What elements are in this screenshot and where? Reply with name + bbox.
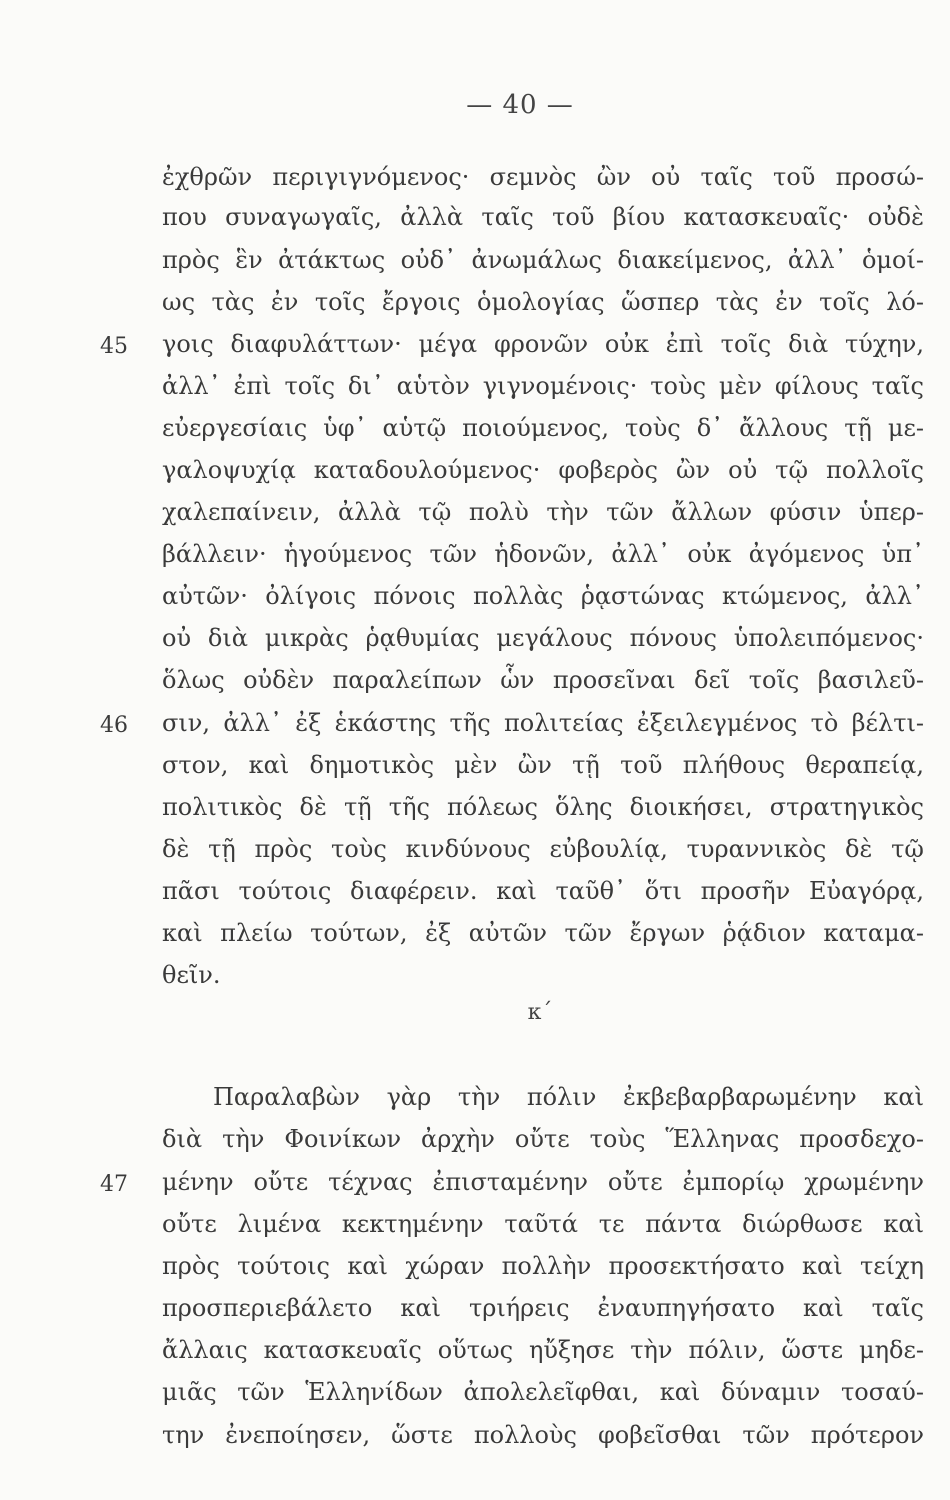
text-line: χαλεπαίνειν, ἀλλὰ τῷ πολὺ τὴν τῶν ἄλλων φύσιν ὑπερ- — [162, 498, 924, 526]
text-line: θεῖν. — [162, 961, 221, 989]
text-line: γαλοψυχίᾳ καταδουλούμενος· φοβερὸς ὢν οὐ τῷ πολλοῖς — [162, 456, 924, 484]
text-line: πᾶσι τούτοις διαφέρειν. καὶ ταῦθ᾽ ὅτι προσῆν Εὐαγόρᾳ, — [162, 877, 924, 905]
text-line: που συναγωγαῖς, ἀλλὰ ταῖς τοῦ βίου κατασκευαῖς· οὐδὲ — [162, 203, 924, 231]
text-line: ἀλλ᾽ ἐπὶ τοῖς δι᾽ αὑτὸν γιγνομένοις· τοὺς μὲν φίλους ταῖς — [162, 372, 924, 400]
text-line: αὐτῶν· ὀλίγοις πόνοις πολλὰς ῥᾳστώνας κτώμενος, ἀλλ᾽ — [162, 582, 924, 610]
section-number: 45 — [100, 334, 128, 359]
text-line: σιν, ἀλλ᾽ ἐξ ἑκάστης τῆς πολιτείας ἐξειλεγμένος τὸ βέλτι- — [162, 709, 924, 737]
text-line: διὰ τὴν Φοινίκων ἀρχὴν οὔτε τοὺς Ἕλληνας προσδεχο- — [162, 1125, 924, 1153]
section-number: 46 — [100, 713, 128, 738]
text-line: βάλλειν· ἡγούμενος τῶν ἡδονῶν, ἀλλ᾽ οὐκ ἀγόμενος ὑπ᾽ — [162, 540, 924, 568]
text-line: καὶ πλείω τούτων, ἐξ αὐτῶν τῶν ἔργων ῥᾴδιον καταμα- — [162, 919, 924, 947]
section-mark: κ΄ — [527, 1000, 553, 1025]
text-line: ἄλλαις κατασκευαῖς οὕτως ηὔξησε τὴν πόλιν, ὥστε μηδε- — [162, 1336, 924, 1364]
text-line: προσπεριεβάλετο καὶ τριήρεις ἐναυπηγήσατο καὶ ταῖς — [162, 1294, 924, 1322]
text-line: πολιτικὸς δὲ τῇ τῆς πόλεως ὅλης διοικήσει, στρατηγικὸς — [162, 793, 924, 821]
text-line: πρὸς ἓν ἀτάκτως οὐδ᾽ ἀνωμάλως διακείμενος, ἀλλ᾽ ὁμοί- — [162, 246, 924, 274]
text-line: πρὸς τούτοις καὶ χώραν πολλὴν προσεκτήσατο καὶ τείχη — [162, 1252, 924, 1280]
text-line: γοις διαφυλάττων· μέγα φρονῶν οὐκ ἐπὶ τοῖς διὰ τύχην, — [162, 330, 924, 358]
text-line: οὐ διὰ μικρὰς ῥᾳθυμίας μεγάλους πόνους ὑπολειπόμενος· — [162, 624, 924, 652]
text-line: στον, καὶ δημοτικὸς μὲν ὢν τῇ τοῦ πλήθους θεραπείᾳ, — [162, 751, 924, 779]
text-line: Παραλαβὼν γὰρ τὴν πόλιν ἐκβεβαρβαρωμένην καὶ — [213, 1083, 924, 1111]
text-line: ὅλως οὐδὲν παραλείπων ὧν προσεῖναι δεῖ τοῖς βασιλεῦ- — [162, 666, 924, 694]
text-line: μιᾶς τῶν Ἑλληνίδων ἀπολελεῖφθαι, καὶ δύναμιν τοσαύ- — [162, 1378, 924, 1406]
text-line: εὐεργεσίαις ὑφ᾽ αὑτῷ ποιούμενος, τοὺς δ᾽ ἄλλους τῇ με- — [162, 414, 924, 442]
section-number: 47 — [100, 1172, 128, 1197]
text-line: δὲ τῇ πρὸς τοὺς κινδύνους εὐβουλίᾳ, τυραννικὸς δὲ τῷ — [162, 835, 924, 863]
text-line: την ἐνεποίησεν, ὥστε πολλοὺς φοβεῖσθαι τῶν πρότερον — [162, 1421, 924, 1449]
text-line: οὔτε λιμένα κεκτημένην ταῦτά τε πάντα διώρθωσε καὶ — [162, 1210, 924, 1238]
text-line: μένην οὔτε τέχνας ἐπισταμένην οὔτε ἐμπορίῳ χρωμένην — [162, 1168, 924, 1196]
text-line: ως τὰς ἐν τοῖς ἔργοις ὁμολογίας ὥσπερ τὰς ἐν τοῖς λό- — [162, 288, 924, 316]
text-line: ἐχθρῶν περιγιγνόμενος· σεμνὸς ὢν οὐ ταῖς τοῦ προσώ- — [162, 163, 924, 191]
page-number-header: — 40 — — [466, 90, 574, 120]
